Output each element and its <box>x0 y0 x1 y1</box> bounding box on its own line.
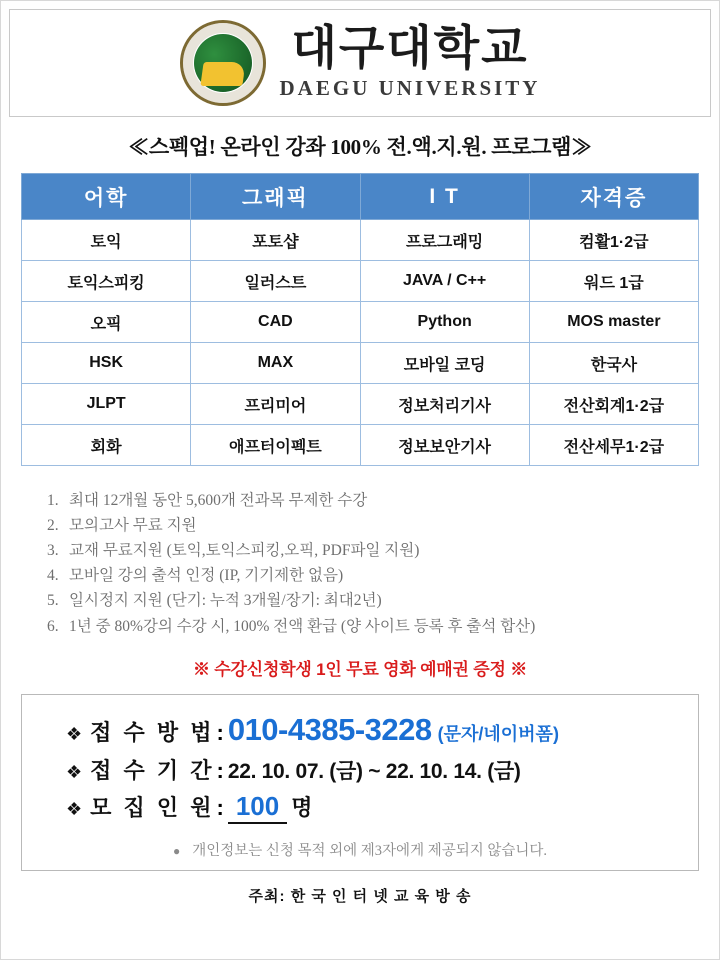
list-item <box>47 488 711 513</box>
table-cell: 전산회계1·2급 <box>529 384 698 425</box>
table-cell: 정보보안기사 <box>360 425 529 466</box>
table-cell: JLPT <box>22 384 191 425</box>
table-cell: 한국사 <box>529 343 698 384</box>
application-period-value: 22. 10. 07. (금) ~ 22. 10. 14. (금) <box>227 759 521 783</box>
list-item <box>47 538 711 563</box>
table-cell: Python <box>360 302 529 343</box>
table-row <box>22 343 699 384</box>
list-item <box>47 614 711 639</box>
diamond-bullet-icon: ❖ <box>66 761 83 782</box>
list-item-number: 2. <box>47 517 59 535</box>
table-cell: 정보처리기사 <box>360 384 529 425</box>
application-method-row <box>22 709 698 751</box>
bullet-icon: ● <box>172 843 181 858</box>
table-cell: 워드 1급 <box>529 261 698 302</box>
column-header-it: I T <box>360 174 529 220</box>
colon-separator: : <box>216 757 224 783</box>
diamond-bullet-icon: ❖ <box>66 723 83 744</box>
list-item-number: 4. <box>47 567 59 585</box>
privacy-note <box>22 839 698 860</box>
table-cell: MOS master <box>529 302 698 343</box>
application-period-row <box>22 751 698 788</box>
application-quota-unit: 명 <box>291 794 313 820</box>
application-period-label: 접 수 기 간 <box>90 757 215 783</box>
table-cell: 프로그래밍 <box>360 220 529 261</box>
table-cell: 오픽 <box>22 302 191 343</box>
table-cell: 전산세무1·2급 <box>529 425 698 466</box>
table-cell: 회화 <box>22 425 191 466</box>
list-item-number: 1. <box>47 492 59 509</box>
university-name-en: DAEGU UNIVERSITY <box>279 76 541 101</box>
list-item-number: 5. <box>47 592 59 610</box>
table-cell: 컴활1·2급 <box>529 220 698 261</box>
table-cell: 토익 <box>22 220 191 261</box>
header-logo-band <box>9 9 711 117</box>
list-item-text: 모의고사 무료 지원 <box>69 517 197 535</box>
column-header-certificate: 자격증 <box>529 174 698 220</box>
table-cell: 일러스트 <box>191 261 360 302</box>
table-cell: 애프터이펙트 <box>191 425 360 466</box>
table-cell: JAVA / C++ <box>360 261 529 302</box>
movie-ticket-note: ※ 수강신청학생 1인 무료 영화 예매권 증정 ※ <box>192 659 528 679</box>
column-header-graphic: 그래픽 <box>191 174 360 220</box>
column-header-language: 어학 <box>22 174 191 220</box>
list-item-number: 3. <box>47 542 59 560</box>
table-cell: 포토샵 <box>191 220 360 261</box>
application-quota-row <box>22 788 698 827</box>
table-cell: 토익스피킹 <box>22 261 191 302</box>
list-item <box>47 588 711 613</box>
university-name-block <box>279 22 541 101</box>
table-cell: 프리미어 <box>191 384 360 425</box>
table-row <box>22 425 699 466</box>
table-header-row <box>22 174 699 220</box>
university-name-ko: 대구대학교 <box>291 22 529 75</box>
table-row <box>22 302 699 343</box>
colon-separator: : <box>216 794 224 820</box>
benefit-notes-list <box>9 488 711 639</box>
application-info-box <box>21 694 699 871</box>
application-quota-label: 모 집 인 원 <box>90 794 215 820</box>
application-quota-value: 100 <box>228 791 287 824</box>
colon-separator: : <box>216 719 224 745</box>
course-table <box>21 173 699 466</box>
organizer-footer: 주최: 한 국 인 터 넷 교 육 방 송 <box>248 887 472 905</box>
list-item <box>47 513 711 538</box>
table-cell: HSK <box>22 343 191 384</box>
application-method-sub: (문자/네이버폼) <box>437 723 559 744</box>
list-item <box>47 563 711 588</box>
table-cell: MAX <box>191 343 360 384</box>
table-cell: 모바일 코딩 <box>360 343 529 384</box>
list-item-text: 1년 중 80%강의 수강 시, 100% 전액 환급 (양 사이트 등록 후 출석 합산) <box>69 617 536 635</box>
table-cell: CAD <box>191 302 360 343</box>
list-item-text: 일시정지 지원 (단기: 누적 3개월/장기: 최대2년) <box>69 592 382 610</box>
page-title: ≪스펙업! 온라인 강좌 100% 전.액.지.원. 프로그램≫ <box>128 135 592 159</box>
list-item-number: 6. <box>47 617 59 635</box>
application-phone-number[interactable]: 010-4385-3228 <box>227 711 432 747</box>
diamond-bullet-icon: ❖ <box>66 798 83 819</box>
course-table-wrapper <box>9 173 711 466</box>
application-method-label: 접 수 방 법 <box>90 719 215 745</box>
table-row <box>22 220 699 261</box>
list-item-text: 최대 12개월 동안 5,600개 전과목 무제한 수강 <box>69 492 368 509</box>
privacy-note-text: 개인정보는 신청 목적 외에 제3자에게 제공되지 않습니다. <box>192 842 548 859</box>
list-item-text: 교재 무료지원 (토익,토익스피킹,오픽, PDF파일 지원) <box>69 542 420 560</box>
table-row <box>22 261 699 302</box>
list-item-text: 모바일 강의 출석 인정 (IP, 기기제한 없음) <box>69 567 344 585</box>
university-emblem-icon <box>180 20 266 106</box>
table-row <box>22 384 699 425</box>
